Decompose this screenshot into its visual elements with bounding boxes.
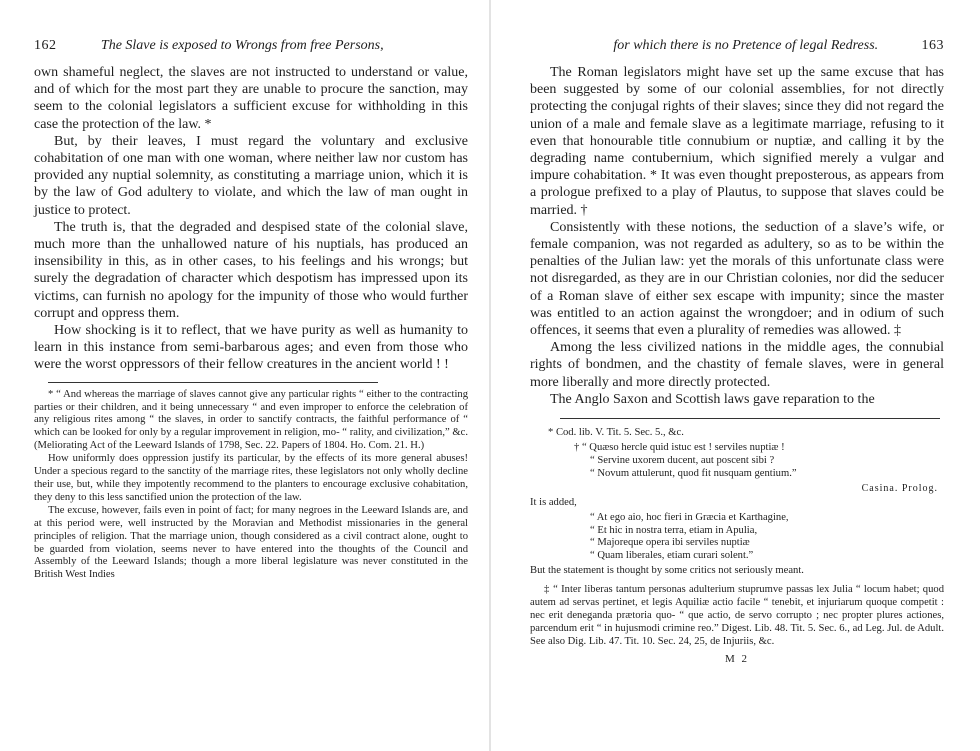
footnote-text: But the statement is thought by some critics not seriously meant. <box>530 565 804 577</box>
paragraph: But, by their leaves, I must regard the voluntary and exclusive cohabitation of one man with one woman, where neither law nor custom has provided any nuptial solemnity, as constituting a marriage union, which it is by the law of God adultery to violate, and which the law of man ought in justice to protect. <box>34 133 468 218</box>
quote-line: “ At ego aio, hoc fieri in Græcia et Karthagine, <box>590 511 789 523</box>
footnote-rule-left <box>48 382 378 383</box>
quote-line: “ Novum attulerunt, quod fit nusquam gentium.” <box>590 467 797 479</box>
page-number-right: 163 <box>921 38 944 53</box>
quote-line: † “ Quæso hercle quid istuc est ! serviles nuptiæ ! <box>574 441 785 453</box>
quote-line: “ Servine uxorem ducent, aut poscent sibi ? <box>590 454 775 466</box>
quote-line: “ Et hic in nostra terra, etiam in Apulia, <box>590 524 758 536</box>
plautus-quote <box>574 442 944 481</box>
paragraph: The Anglo Saxon and Scottish laws gave reparation to the <box>550 391 875 407</box>
left-footnotes <box>34 389 468 583</box>
quote-line: “ Quam liberales, etiam curari solent.” <box>590 550 754 562</box>
page-number-left: 162 <box>34 38 57 53</box>
footnote: * “ And whereas the marriage of slaves cannot give any particular rights “ either to the contracting parties or their children, and it being unnecessary “ and even improper to enforce the celebration of any religious rites among “ the slaves, in order to sanctify contracts, the faithful performance of “ which can be looked for only by a regular improvement in religion, mo- “ rality, and civilization,” &c. (Meliorating Act of the Leeward Islands of 1798, Sec. 22. Papers of 1804. Ho. Com. 21. H.) <box>34 388 468 452</box>
footnote: How uniformly does oppression justify its particular, by the effects of its more general abuses! Under a specious regard to the sanctity of the marriage rites, these legislators not only wholly decline their use, but, while they impotently recommend to the planters to encourage exclusive cohabitation, they deny to this less sanctified union the protection of the law. <box>34 453 468 503</box>
right-body-text <box>530 64 944 408</box>
running-title-left: The Slave is exposed to Wrongs from free Persons, <box>100 38 384 53</box>
footnote: ‡ “ Inter liberas tantum personas adulterium stuprumve passas lex Julia “ locum habet; quod autem ad servas pertinet, et legis Aquiliæ actio facile “ tenebit, et injuriarum quoque competit : nec erit deneganda prætoria quo- “ que actio, de servo corrupto ; nec propter plures actiones, parcendum erit “ in hujusmodi crimine reo.” Digest. Lib. 48. Tit. 5. Sec. 6., ad Leg. Jul. de Adult. See also Dig. Lib. 47. Tit. 10. Sec. 24, 25, de Injuriis, &c. <box>530 584 944 647</box>
paragraph: The Roman legislators might have set up the same excuse that has been suggested by some of our colonial assemblies, for not directly protecting the conjugal rights of their slaves; since they did not regard the union of a male and female slave as a legitimate marriage, refusing to it even that honourable title connubium or nuptiæ, and calling it by the degrading name contubernium, which signified merely a vulgar and impure cohabitation. * It was even thought preposterous, as appears from a prologue prefixed to a play of Plautus, to suppose that slaves could be married. † <box>530 65 944 218</box>
footnote: The excuse, however, fails even in point of fact; for many negroes in the Leeward Islands are, and at this period were, well instructed by the Moravian and Methodist missionaries in the general principles of religion. That the marriage union, though considered as a civil contract alone, ought to be guarded from violation, seems never to have entered into the thoughts of the Council and Assembly of the Leeward Islands; though a more liberal legislature was never constituted in the British West Indies <box>34 504 468 581</box>
running-head-left <box>34 38 468 54</box>
quote-attribution: Casina. Prolog. <box>861 482 938 494</box>
paragraph: Among the less civilized nations in the middle ages, the connubial rights of bondmen, and the chastity of female slaves, were in general more liberally and more directly protected. <box>530 340 944 390</box>
footnote-text: It is added, <box>530 496 577 508</box>
running-title-right: for which there is no Pretence of legal Redress. <box>613 38 879 53</box>
paragraph: Consistently with these notions, the seduction of a slave’s wife, or female companion, was not regarded as adultery, so as to be within the penalties of the Julian law: yet the morals of this unfortunate class were not disregarded, as they are in our Christian colonies, nor did the seducer of a Roman slave of either sex escape with impunity; since the master was entitled to an action against the wrongdoer; and in odium of such offences, it seems that even a plurality of remedies was allowed. ‡ <box>530 219 944 339</box>
paragraph: The truth is, that the degraded and despised state of the colonial slave, much more than the unhallowed nature of his nuptials, has produced an insensibility in this, as in other cases, to his feelings and his wrongs; but surely the degradation of character which despotism has impressed upon its victims, can furnish no apology for the impunity of those who would further corrupt and oppress them. <box>34 219 468 321</box>
right-page <box>490 0 980 751</box>
quote-line: “ Majoreque opera ibi serviles nuptiæ <box>590 537 750 549</box>
paragraph: own shameful neglect, the slaves are not instructed to understand or value, and of which for the most part they are unable to procure the sanction, may seem to the colonial legislators a sufficient excuse for withholding in this case the protection of the law. * <box>34 65 468 132</box>
right-footnotes <box>530 427 944 665</box>
running-head-right <box>530 38 944 54</box>
footnote-rule-right <box>560 418 940 419</box>
plautus-quote-2 <box>590 512 944 564</box>
footnote: * Cod. lib. V. Tit. 5. Sec. 5., &c. <box>548 427 684 439</box>
signature-mark: M 2 <box>724 652 750 665</box>
left-body-text <box>34 64 468 374</box>
paragraph: How shocking is it to reflect, that we have purity as well as humanity to learn in this instance from semi-barbarous ages; and even from those who were the worst oppressors of their fellow creatures in the ancient world ! ! <box>34 323 468 373</box>
